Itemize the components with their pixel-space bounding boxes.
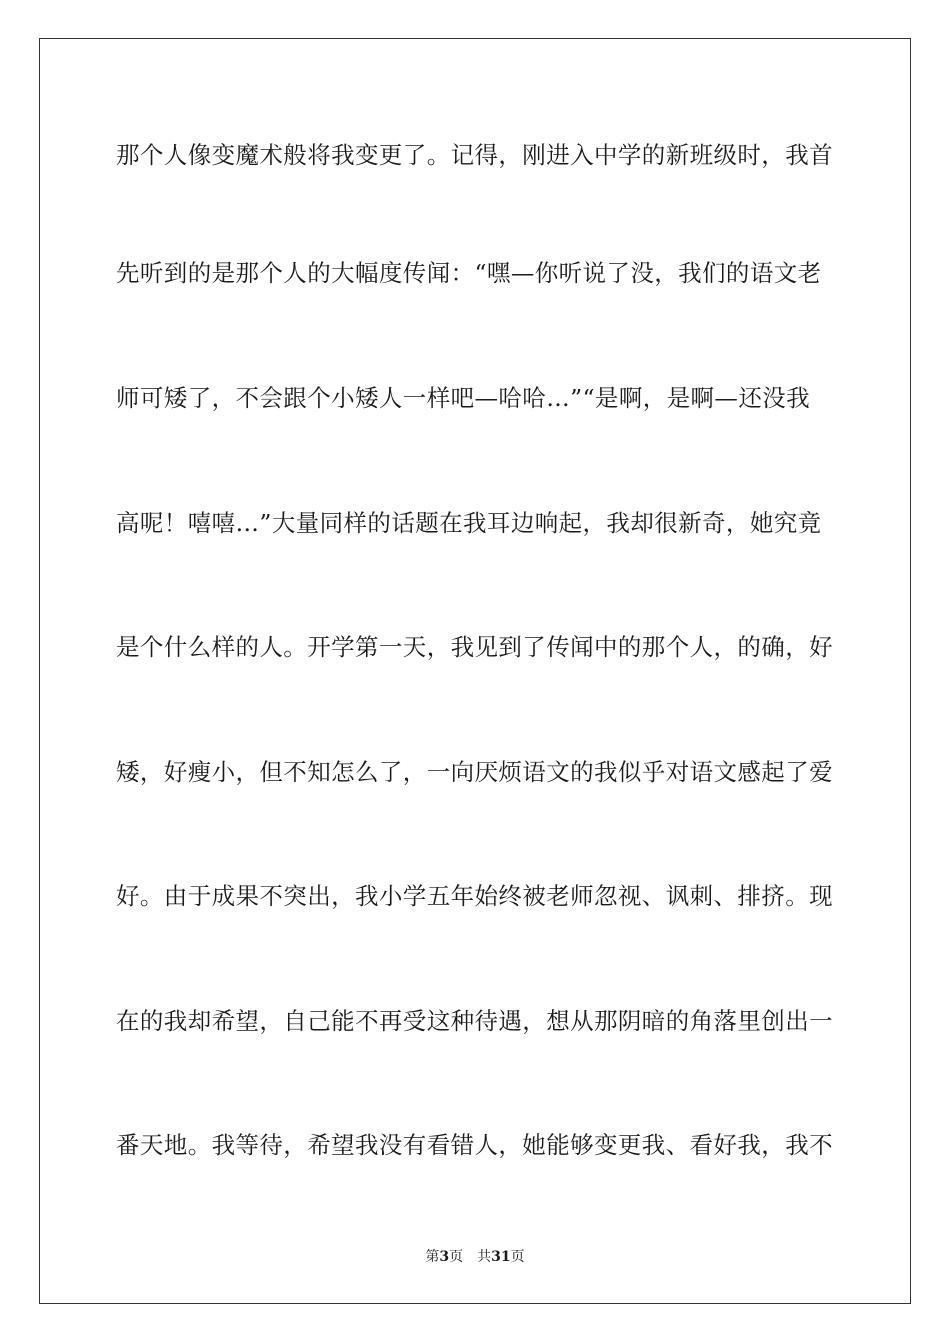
total-label-prefix: 共 (477, 1249, 492, 1265)
body-line-4: 高呢！嘻嘻…”大量同样的话题在我耳边响起，我却很新奇，她究竟 (116, 509, 822, 537)
page-number: 3 (439, 1249, 450, 1265)
page-footer (0, 1248, 950, 1266)
body-line-3: 师可矮了，不会跟个小矮人一样吧—哈哈…”“是啊，是啊—还没我 (116, 384, 811, 412)
body-line-8: 在的我却希望，自己能不再受这种待遇，想从那阴暗的角落里创出一 (116, 1007, 833, 1035)
total-pages: 31 (491, 1249, 511, 1265)
body-line-5: 是个什么样的人。开学第一天，我见到了传闻中的那个人，的确，好 (116, 633, 833, 661)
body-line-1: 那个人像变魔术般将我变更了。记得，刚进入中学的新班级时，我首 (116, 141, 833, 169)
total-label-suffix: 页 (510, 1249, 525, 1265)
body-line-6: 矮，好瘦小，但不知怎么了，一向厌烦语文的我似乎对语文感起了爱 (116, 758, 833, 786)
page-border (39, 38, 911, 1304)
body-line-7: 好。由于成果不突出，我小学五年始终被老师忽视、讽刺、排挤。现 (116, 882, 833, 910)
page-label-prefix: 第 (425, 1249, 440, 1265)
body-line-9: 番天地。我等待，希望我没有看错人，她能够变更我、看好我，我不 (116, 1131, 833, 1159)
body-line-2: 先听到的是那个人的大幅度传闻：“嘿—你听说了没，我们的语文老 (116, 259, 822, 287)
page-label-suffix: 页 (449, 1249, 464, 1265)
